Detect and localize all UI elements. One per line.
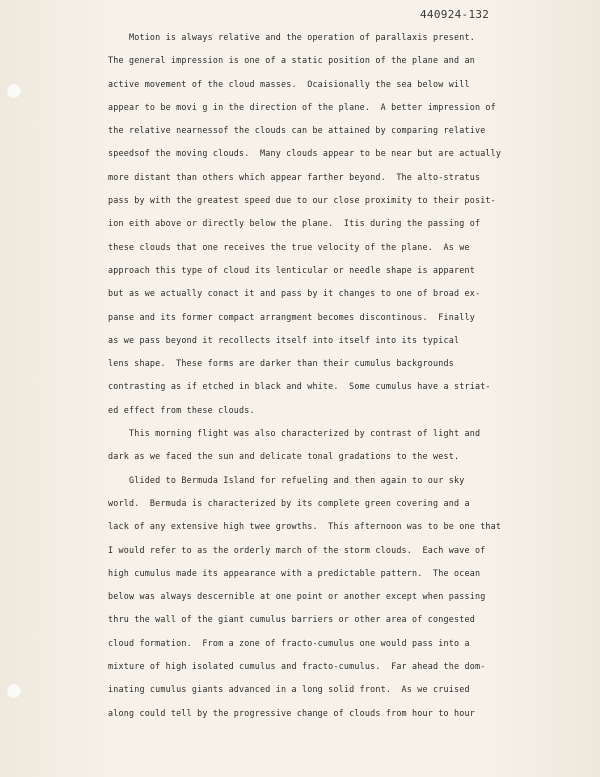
text-line: appear to be movi g in the direction of the plane. A better impression of <box>108 101 496 112</box>
binder-hole-bottom <box>6 683 22 699</box>
text-line: inating cumulus giants advanced in a long solid front. As we cruised <box>108 684 470 695</box>
text-line: panse and its former compact arrangment becomes discontinous. Finally <box>108 311 475 322</box>
text-line: cloud formation. From a zone of fracto-cumulus one would pass into a <box>108 637 470 648</box>
text-line: approach this type of cloud its lenticular or needle shape is apparent <box>108 264 475 275</box>
text-line: as we pass beyond it recollects itself into itself into its typical <box>108 334 460 345</box>
text-line: dark as we faced the sun and delicate tonal gradations to the west. <box>108 451 460 462</box>
text-line: Motion is always relative and the operation of parallaxis present. <box>108 32 475 42</box>
text-line: pass by with the greatest speed due to our close proximity to their posit- <box>108 195 496 206</box>
text-line: mixture of high isolated cumulus and fracto-cumulus. Far ahead the dom- <box>108 661 486 672</box>
text-line: thru the wall of the giant cumulus barriers or other area of congested <box>108 614 475 625</box>
text-line: lack of any extensive high twee growths. This afternoon was to be one that <box>108 521 502 532</box>
text-line: active movement of the cloud masses. Ocaisionally the sea below will <box>108 78 470 89</box>
text-line: contrasting as if etched in black and white. Some cumulus have a striat- <box>108 381 491 392</box>
text-line: lens shape. These forms are darker than their cumulus backgrounds <box>108 358 454 369</box>
text-line: I would refer to as the orderly march of the storm clouds. Each wave of <box>108 544 486 555</box>
binder-hole-top <box>6 83 22 99</box>
text-line: world. Bermuda is characterized by its complete green covering and a <box>108 497 470 508</box>
page-number: 440924-132 <box>420 8 490 21</box>
text-line: these clouds that one receives the true velocity of the plane. As we <box>108 241 470 252</box>
text-line: ion eith above or directly below the plane. Itis during the passing of <box>108 218 481 229</box>
text-line: below was always descernible at one point or another except when passing <box>108 591 486 602</box>
text-line: ed effect from these clouds. <box>108 404 255 415</box>
text-line: This morning flight was also characterized by contrast of light and <box>108 428 481 439</box>
text-line: but as we actually conact it and pass by it changes to one of broad ex- <box>108 288 481 299</box>
typed-body-text <box>108 26 568 725</box>
text-line: The general impression is one of a static position of the plane and an <box>108 55 475 66</box>
text-line: Glided to Bermuda Island for refueling and then again to our sky <box>108 474 465 485</box>
text-line: along could tell by the progressive change of clouds from hour to hour <box>108 707 475 718</box>
text-line: more distant than others which appear farther beyond. The alto-stratus <box>108 171 481 182</box>
text-line: the relative nearnessof the clouds can be attained by comparing relative <box>108 125 486 136</box>
text-line: speedsof the moving clouds. Many clouds appear to be near but are actually <box>108 148 502 159</box>
text-line: high cumulus made its appearance with a predictable pattern. The ocean <box>108 567 481 578</box>
